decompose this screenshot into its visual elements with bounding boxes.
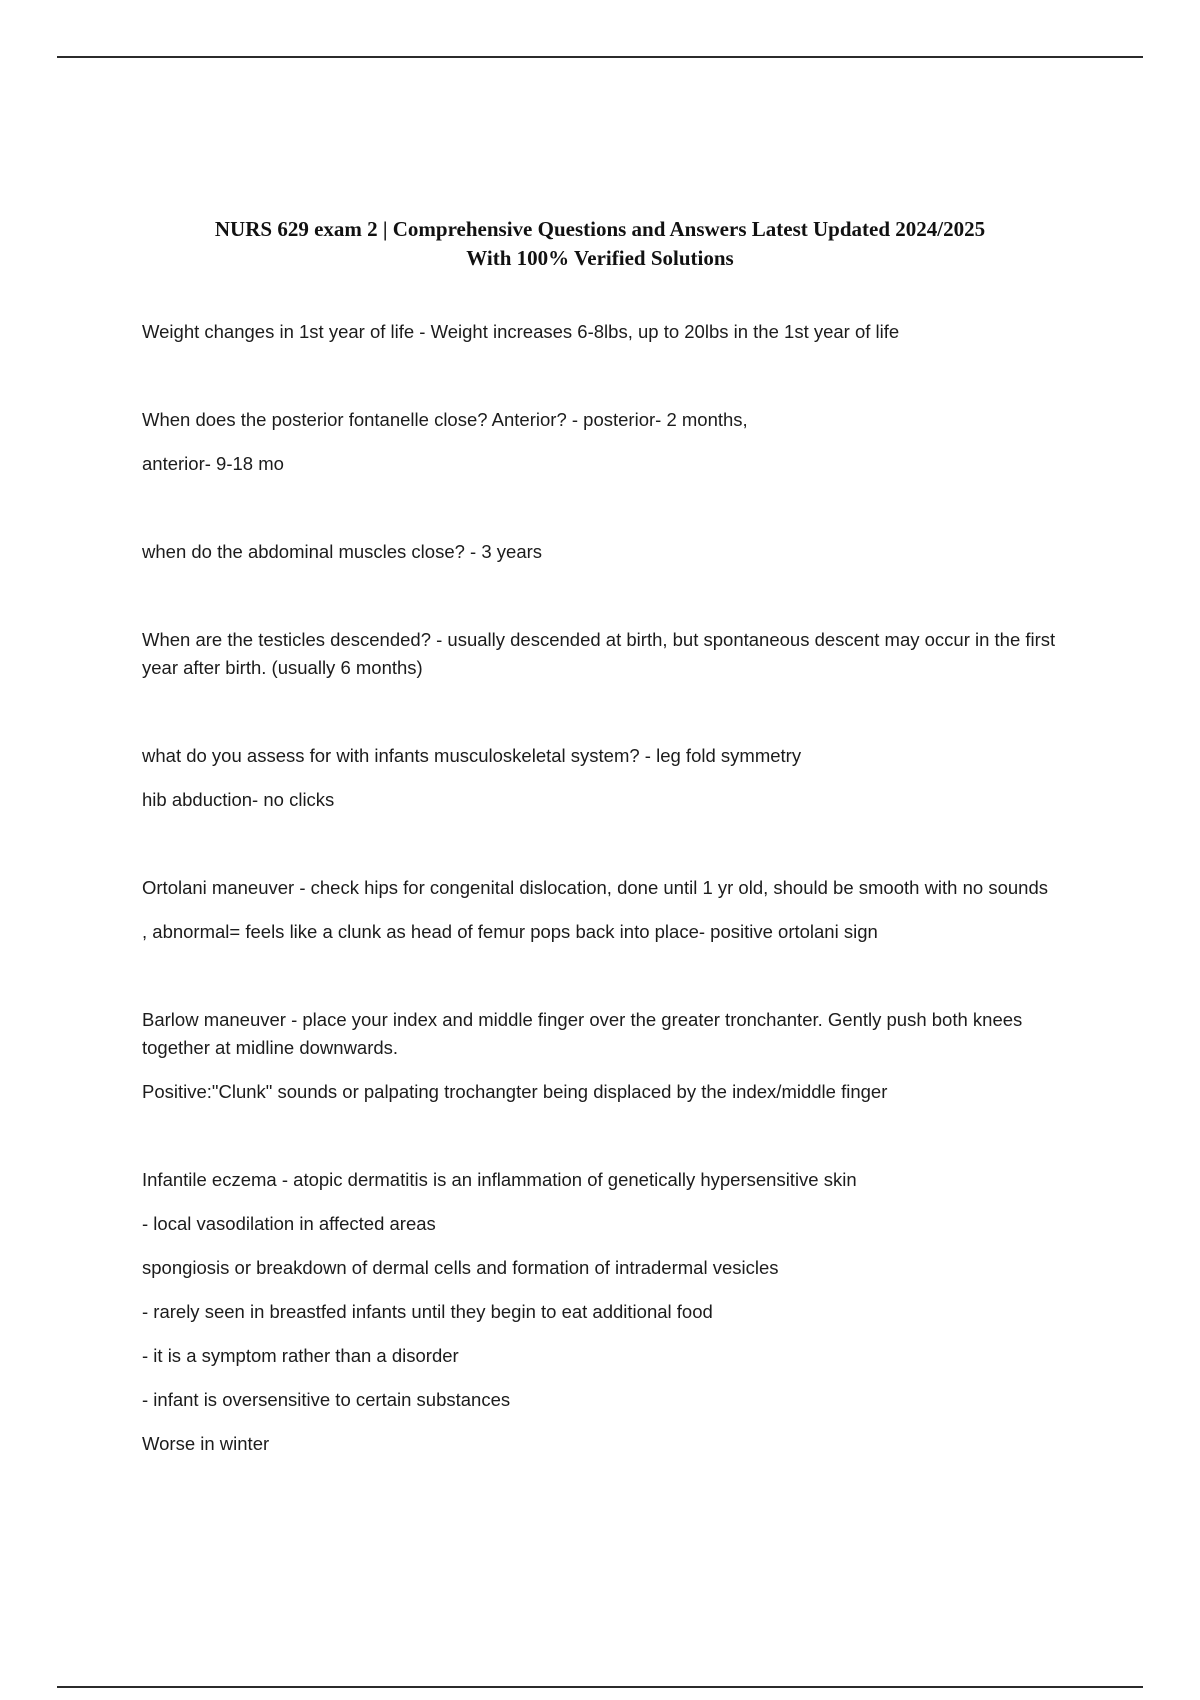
qa-line: When are the testicles descended? - usually descended at birth, but spontaneous descent may occur in the first year after birth. (usually 6 months) [142, 629, 1056, 678]
qa-line: , abnormal= feels like a clunk as head of femur pops back into place- positive ortolani sign [142, 921, 878, 942]
qa-entry [142, 406, 1062, 478]
qa-entry [142, 318, 1062, 346]
qa-list [142, 318, 1062, 1518]
qa-line: - local vasodilation in affected areas [142, 1213, 436, 1234]
qa-line: anterior- 9-18 mo [142, 453, 284, 474]
qa-line: Ortolani maneuver - check hips for congenital dislocation, done until 1 yr old, should be smooth with no sounds [142, 877, 1048, 898]
qa-line: spongiosis or breakdown of dermal cells and formation of intradermal vesicles [142, 1257, 779, 1278]
bottom-rule [57, 1686, 1143, 1688]
qa-line: Barlow maneuver - place your index and middle finger over the greater tronchanter. Gently push both knees together at midline downwards. [142, 1009, 1023, 1058]
qa-line: Positive:"Clunk" sounds or palpating trochangter being displaced by the index/middle finger [142, 1081, 888, 1102]
qa-line: - rarely seen in breastfed infants until they begin to eat additional food [142, 1301, 713, 1322]
qa-line: hib abduction- no clicks [142, 789, 335, 810]
qa-line: what do you assess for with infants musculoskeletal system? - leg fold symmetry [142, 745, 802, 766]
document-title [100, 215, 1100, 273]
top-rule [57, 56, 1143, 58]
qa-line: - infant is oversensitive to certain substances [142, 1389, 511, 1410]
qa-line: Weight changes in 1st year of life - Weight increases 6-8lbs, up to 20lbs in the 1st year of life [142, 321, 900, 342]
qa-line: Worse in winter [142, 1433, 270, 1454]
qa-line: When does the posterior fontanelle close? Anterior? - posterior- 2 months, [142, 409, 748, 430]
qa-entry [142, 1006, 1062, 1106]
title-line-1: NURS 629 exam 2 | Comprehensive Questions and Answers Latest Updated 2024/2025 [214, 217, 986, 241]
qa-entry [142, 1166, 1062, 1458]
qa-line: - it is a symptom rather than a disorder [142, 1345, 459, 1366]
qa-entry [142, 626, 1062, 682]
qa-line: Infantile eczema - atopic dermatitis is an inflammation of genetically hypersensitive skin [142, 1169, 857, 1190]
title-line-2: With 100% Verified Solutions [466, 246, 734, 270]
qa-entry [142, 538, 1062, 566]
qa-entry [142, 874, 1062, 946]
qa-line: when do the abdominal muscles close? - 3 years [142, 541, 543, 562]
qa-entry [142, 742, 1062, 814]
